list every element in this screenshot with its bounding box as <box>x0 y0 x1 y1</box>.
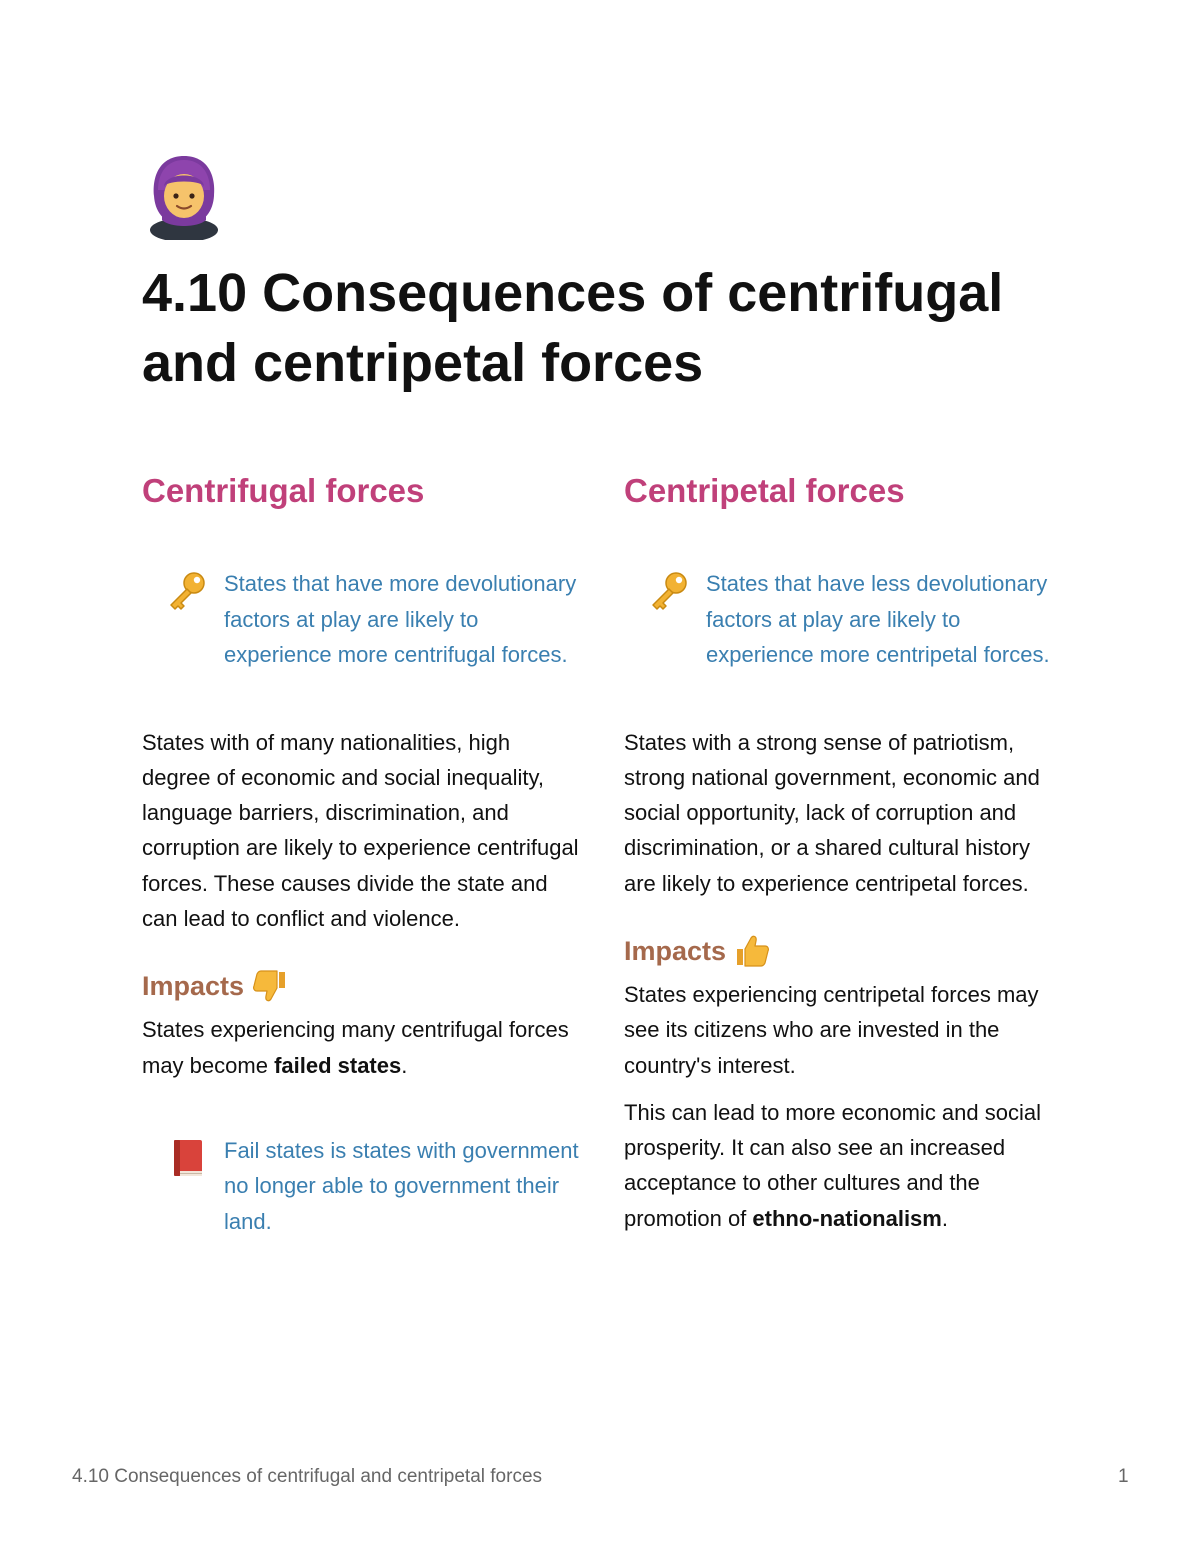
centrifugal-body: States with of many nationalities, high degree of economic and social inequality, language barriers, discrimination, and corruption are likely to experience centrifugal forces. These causes divide the state and can lead to conflict and violence. <box>142 729 579 931</box>
thumbs-down-icon <box>252 969 288 1003</box>
failed-states-definition-callout <box>142 1133 582 1240</box>
page-title: 4.10 Consequences of centrifugal and centripetal forces <box>142 263 1004 393</box>
impacts-text-2-end: . <box>941 1205 948 1231</box>
centrifugal-callout <box>142 566 582 673</box>
centripetal-impacts-text: States experiencing centripetal forces may see its citizens who are invested in the country's interest. <box>624 981 1039 1078</box>
centripetal-heading: Centripetal forces <box>624 472 905 509</box>
failed-states-definition-text: Fail states is states with government no longer able to government their land. <box>224 1137 579 1234</box>
failed-states-term: failed states <box>274 1052 402 1078</box>
woman-with-headscarf-icon <box>140 150 228 240</box>
centrifugal-heading: Centrifugal forces <box>142 472 425 509</box>
impacts-text: States experiencing many centrifugal forces may become <box>142 1017 569 1078</box>
centrifugal-column <box>142 466 582 1239</box>
centripetal-impacts-text-2 <box>624 1095 1064 1236</box>
impacts-label: Impacts <box>624 935 727 966</box>
key-icon <box>648 570 690 612</box>
red-book-icon <box>166 1137 208 1179</box>
page-number: 1 <box>1118 1466 1129 1487</box>
centrifugal-callout-text: States that have more devolutionary factors at play are likely to experience more centrifugal forces. <box>224 571 577 667</box>
centripetal-body: States with a strong sense of patriotism, strong national government, economic and social opportunity, lack of corruption and discrimination, or a shared cultural history are likely to experience centripetal forces. <box>624 729 1040 896</box>
centripetal-callout <box>624 566 1064 673</box>
footer-title: 4.10 Consequences of centrifugal and centripetal forces <box>72 1466 543 1487</box>
thumbs-up-icon <box>734 934 770 968</box>
ethno-nationalism-term: ethno-nationalism <box>752 1205 942 1231</box>
impacts-label: Impacts <box>142 971 245 1002</box>
key-icon <box>166 570 208 612</box>
impacts-text-end: . <box>401 1052 408 1078</box>
impacts-text-2: This can lead to more economic and social prosperity. It can also see an increased acceptance to other cultures and the promotion of <box>624 1099 1041 1231</box>
centrifugal-impacts-heading <box>142 966 582 1006</box>
centripetal-callout-text: States that have less devolutionary factors at play are likely to experience more centripetal forces. <box>706 571 1050 667</box>
centrifugal-impacts-text <box>142 1012 582 1083</box>
centripetal-impacts-heading <box>624 931 1064 971</box>
centripetal-column <box>624 466 1064 1236</box>
